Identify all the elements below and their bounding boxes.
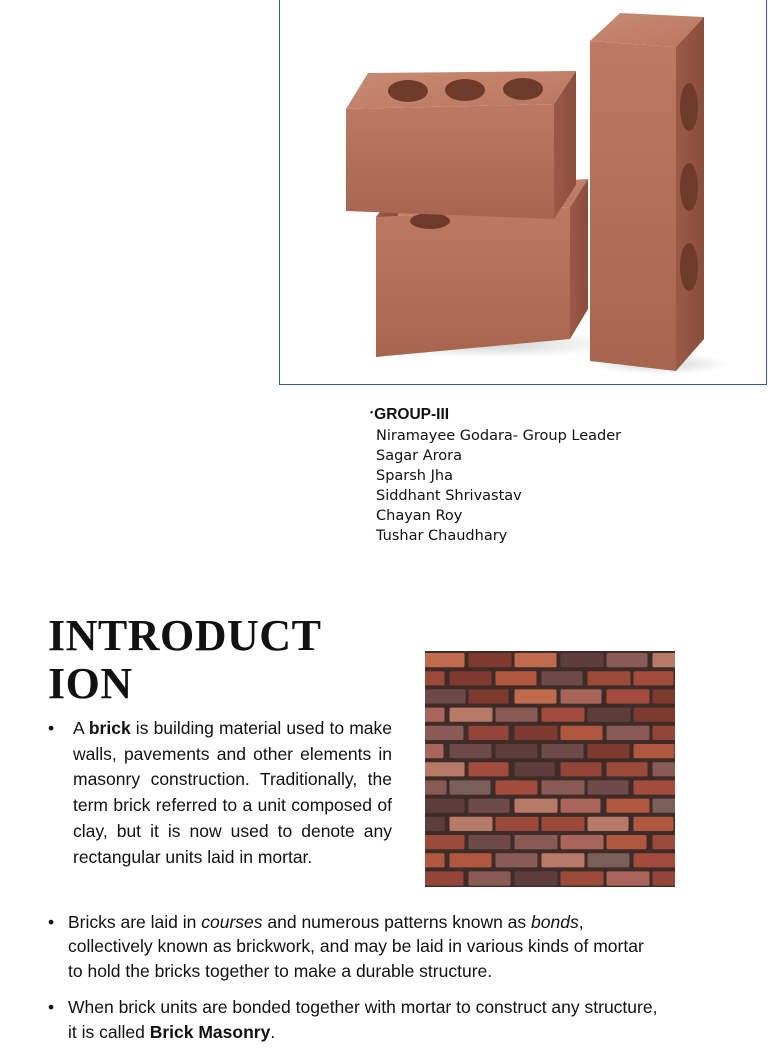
wall-brick <box>496 671 537 685</box>
wall-brick <box>653 871 676 885</box>
p1-post: is building material used to make walls, pavements and other elements in masonry construction. Traditionally, the term brick referred to a unit composed of clay, but it is now used to denote any rectangular units laid in mortar. <box>73 718 392 867</box>
wall-brick <box>607 762 648 776</box>
p2-d: bonds <box>531 912 579 932</box>
wall-brick <box>588 744 630 758</box>
member-item: Niramayee Godara- Group Leader <box>376 428 622 444</box>
wall-brick <box>425 726 464 740</box>
p2-e: , collectively known as brickwork, and may be laid in various kinds of mortar to hold the bricks together to make a durable structure. <box>68 912 644 981</box>
wall-brick <box>561 871 604 885</box>
p1-bold: brick <box>88 718 131 738</box>
wall-brick <box>542 853 585 867</box>
group-heading <box>370 402 621 425</box>
wall-brick <box>588 780 629 794</box>
wall-brick <box>561 799 601 813</box>
wall-brick <box>634 817 674 831</box>
member-item: Sparsh Jha <box>376 468 453 484</box>
wall-brick <box>496 817 539 831</box>
wall-brick <box>634 744 675 758</box>
p3-b: Brick Masonry <box>149 1021 271 1042</box>
wall-brick <box>425 671 445 685</box>
wall-brick <box>496 744 538 758</box>
wall-brick <box>515 762 555 776</box>
wall-brick <box>425 708 445 722</box>
intro-paragraph-1 <box>48 716 392 870</box>
wall-brick <box>634 853 676 867</box>
wall-brick <box>653 835 676 849</box>
wall-brick <box>542 744 584 758</box>
wall-brick <box>469 689 509 703</box>
wall-brick <box>561 726 603 740</box>
hollow-bricks-image <box>280 0 766 384</box>
wall-brick <box>588 671 631 685</box>
intro-paragraph-3 <box>48 995 658 1044</box>
wall-brick <box>607 726 650 740</box>
wall-brick <box>425 871 464 885</box>
p1-pre: A <box>73 718 89 738</box>
wall-brick <box>607 871 650 885</box>
wall-brick <box>542 780 585 794</box>
wall-brick <box>542 708 585 722</box>
p3-a: When brick units are bonded together with mortar to construct any structure, it is called <box>68 997 658 1042</box>
wall-brick <box>515 835 558 849</box>
wall-brick <box>469 835 511 849</box>
member-list <box>376 426 621 546</box>
bullet: • <box>48 912 55 932</box>
wall-brick <box>561 689 602 703</box>
wall-brick <box>607 689 650 703</box>
wall-brick <box>496 780 538 794</box>
brick-wall-image <box>425 651 675 887</box>
wall-brick <box>515 799 558 813</box>
wall-brick <box>425 762 465 776</box>
wall-brick <box>469 653 512 667</box>
wall-brick <box>425 817 445 831</box>
wall-brick <box>515 871 558 885</box>
wall-brick <box>425 744 444 758</box>
wall-brick <box>425 689 466 703</box>
wall-brick <box>515 689 557 703</box>
wall-brick <box>653 799 676 813</box>
p2-a: Bricks are laid in <box>68 912 202 932</box>
wall-brick <box>542 817 585 831</box>
top-brick <box>346 71 576 219</box>
wall-brick <box>425 853 445 867</box>
wall-brick <box>653 689 676 703</box>
wall-brick <box>607 835 647 849</box>
wall-brick <box>634 780 676 794</box>
p3-c: . <box>270 1021 276 1042</box>
wall-brick <box>450 780 491 794</box>
intro-paragraphs <box>48 910 658 1056</box>
wall-brick <box>425 653 465 667</box>
wall-brick <box>588 817 629 831</box>
title-line-1: INTRODUCT <box>48 611 322 660</box>
wall-brick <box>588 853 630 867</box>
wall-brick <box>542 671 583 685</box>
wall-brick <box>653 653 676 667</box>
section-title <box>48 612 378 708</box>
wall-brick <box>425 780 447 794</box>
title-line-2: ION <box>48 659 133 708</box>
member-item: Tushar Chaudhary <box>376 528 508 544</box>
wall-brick <box>469 799 510 813</box>
wall-brick <box>450 708 493 722</box>
wall-brick <box>450 817 493 831</box>
wall-brick <box>496 853 538 867</box>
wall-brick <box>450 671 492 685</box>
group-bullet: • <box>370 407 374 417</box>
wall-brick <box>515 726 558 740</box>
wall-brick <box>607 653 648 667</box>
wall-brick <box>469 871 511 885</box>
standing-brick <box>590 13 704 371</box>
member-item: Sagar Arora <box>376 448 463 464</box>
wall-brick <box>607 799 650 813</box>
member-item: Siddhant Shrivastav <box>376 488 522 504</box>
wall-brick <box>561 835 604 849</box>
wall-brick <box>515 653 557 667</box>
bullet: • <box>48 997 55 1018</box>
p2-b: courses <box>201 912 263 932</box>
p2-c: and numerous patterns known as <box>262 912 532 932</box>
wall-brick <box>425 835 465 849</box>
wall-brick <box>450 853 492 867</box>
group-title: GROUP-III <box>374 406 450 423</box>
wall-brick <box>496 708 538 722</box>
wall-brick <box>469 726 509 740</box>
wall-brick <box>469 762 509 776</box>
wall-brick <box>634 671 674 685</box>
hero-image-frame <box>279 0 767 385</box>
bullet: • <box>48 718 55 738</box>
member-item: Chayan Roy <box>376 508 463 524</box>
wall-brick <box>425 799 465 813</box>
wall-brick <box>561 653 604 667</box>
wall-brick <box>634 708 676 722</box>
wall-brick <box>588 708 631 722</box>
intro-paragraph-2 <box>48 910 658 983</box>
group-info <box>370 402 621 546</box>
wall-brick <box>653 762 676 776</box>
wall-brick <box>653 726 676 740</box>
wall-brick <box>450 744 492 758</box>
wall-brick <box>561 762 602 776</box>
